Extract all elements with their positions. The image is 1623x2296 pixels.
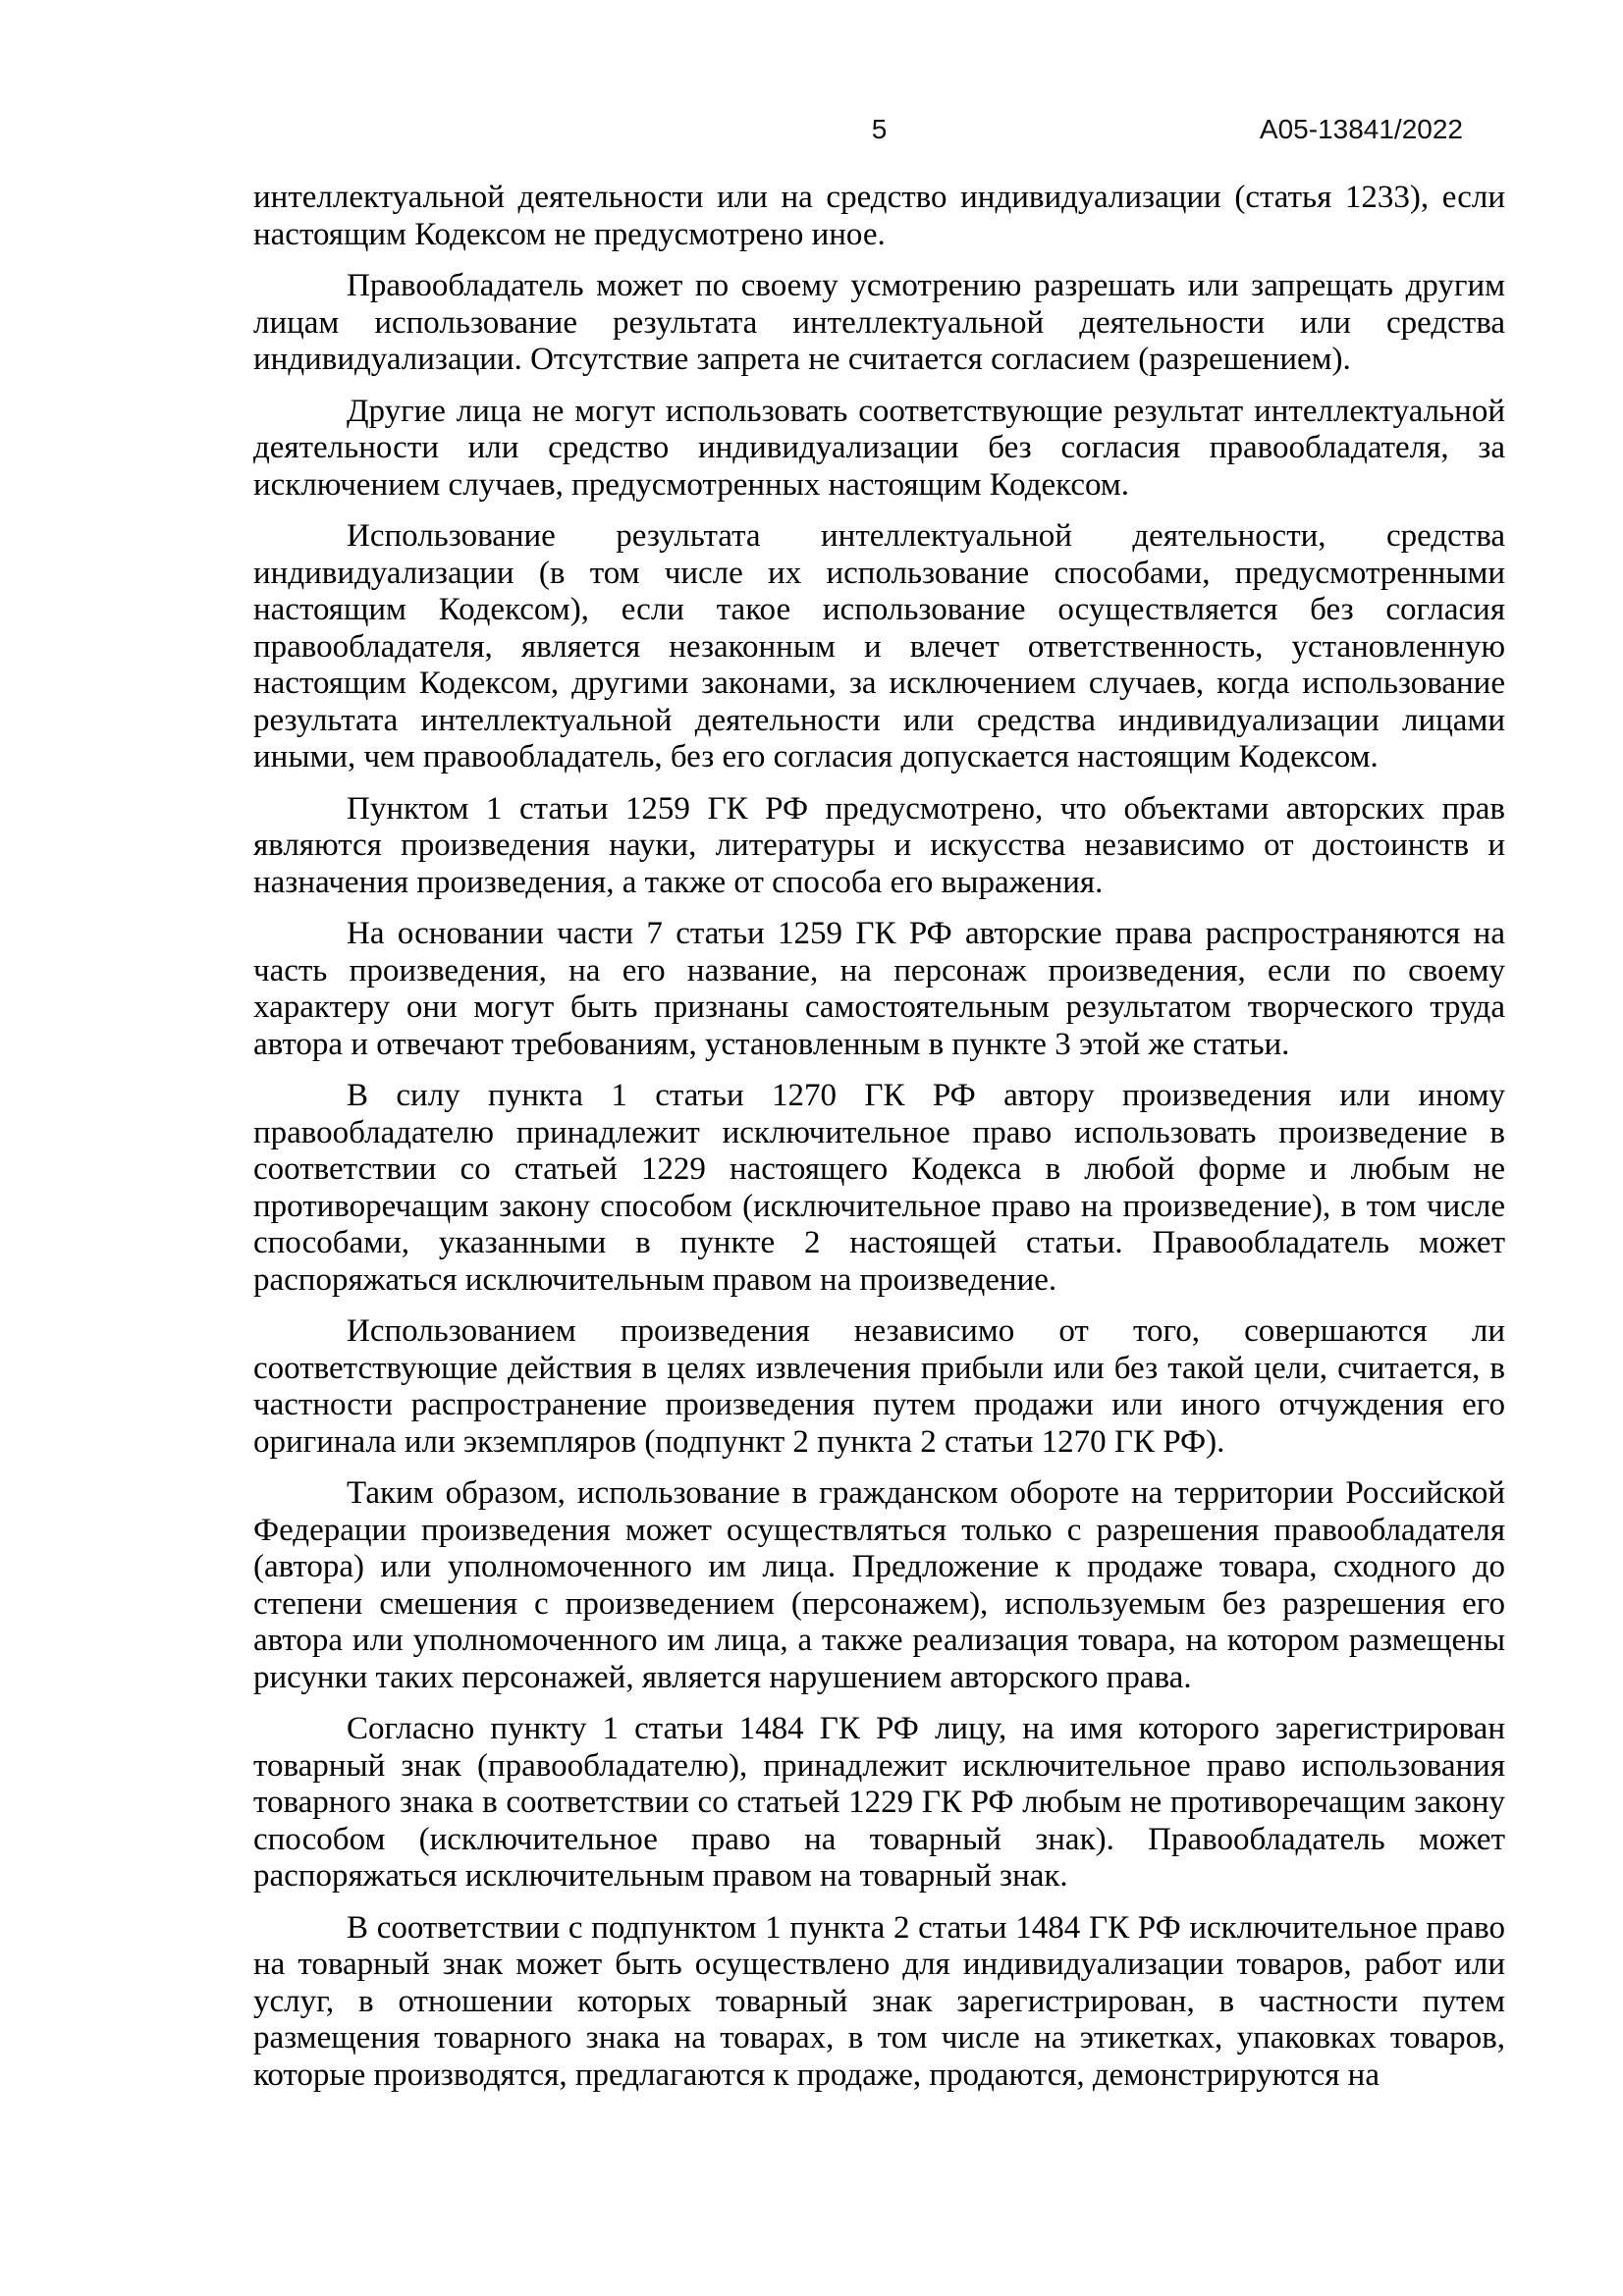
case-number: А05-13841/2022	[1259, 114, 1463, 144]
paragraph-3: Другие лица не могут использовать соответствующие результат интеллектуальной деятельности или средство индивидуализации без согласия правообладателя, за исключением случаев, предусмотренных настоящим Кодексом.	[253, 393, 1505, 503]
paragraph-9: Таким образом, использование в гражданском обороте на территории Российской Федерации произведения может осуществляться только с разрешения правообладателя (автора) или уполномоченного им лица. Предложение к продаже товара, сходного до степени смешения с произведением (персонажем), используемым без разрешения его автора или уполномоченного им лица, а также реализация товара, на котором размещены рисунки таких персонажей, является нарушением авторского права.	[253, 1475, 1505, 1695]
paragraph-11: В соответствии с подпунктом 1 пункта 2 статьи 1484 ГК РФ исключительное право на товарный знак может быть осуществлено для индивидуализации товаров, работ или услуг, в отношении которых товарный знак зарегистрирован, в частности путем размещения товарного знака на товарах, в том числе на этикетках, упаковках товаров, которые производятся, предлагаются к продаже, продаются, демонстрируются на	[253, 1909, 1505, 2093]
paragraph-6: На основании части 7 статьи 1259 ГК РФ авторские права распространяются на часть произведения, на его название, на персонаж произведения, если по своему характеру они могут быть признаны самостоятельным результатом творческого труда автора и отвечают требованиям, установленным в пункте 3 этой же статьи.	[253, 916, 1505, 1062]
paragraph-7: В силу пункта 1 статьи 1270 ГК РФ автору произведения или иному правообладателю принадлежит исключительное право использовать произведение в соответствии со статьей 1229 настоящего Кодекса в любой форме и любым не противоречащим закону способом (исключительное право на произведение), в том числе способами, указанными в пункте 2 настоящей статьи. Правообладатель может распоряжаться исключительным правом на произведение.	[253, 1078, 1505, 1298]
document-body	[253, 180, 1505, 2109]
page-number: 5	[871, 114, 888, 144]
paragraph-2: Правообладатель может по своему усмотрению разрешать или запрещать другим лицам использование результата интеллектуальной деятельности или средства индивидуализации. Отсутствие запрета не считается согласием (разрешением).	[253, 268, 1505, 377]
page-header	[253, 114, 1505, 153]
paragraph-4: Использование результата интеллектуальной деятельности, средства индивидуализации (в том числе их использование способами, предусмотренными настоящим Кодексом), если такое использование осуществляется без согласия правообладателя, является незаконным и влечет ответственность, установленную настоящим Кодексом, другими законами, за исключением случаев, когда использование результата интеллектуальной деятельности или средства индивидуализации лицами иными, чем правообладатель, без его согласия допускается настоящим Кодексом.	[253, 518, 1505, 774]
paragraph-10: Согласно пункту 1 статьи 1484 ГК РФ лицу, на имя которого зарегистрирован товарный знак (правообладателю), принадлежит исключительное право использования товарного знака в соответствии со статьей 1229 ГК РФ любым не противоречащим закону способом (исключительное право на товарный знак). Правообладатель может распоряжаться исключительным правом на товарный знак.	[253, 1711, 1505, 1894]
paragraph-8: Использованием произведения независимо от того, совершаются ли соответствующие действия в целях извлечения прибыли или без такой цели, считается, в частности распространение произведения путем продажи или иного отчуждения его оригинала или экземпляров (подпункт 2 пункта 2 статьи 1270 ГК РФ).	[253, 1313, 1505, 1460]
paragraph-1: интеллектуальной деятельности или на средство индивидуализации (статья 1233), если настоящим Кодексом не предусмотрено иное.	[253, 180, 1505, 252]
paragraph-5: Пунктом 1 статьи 1259 ГК РФ предусмотрено, что объектами авторских прав являются произведения науки, литературы и искусства независимо от достоинств и назначения произведения, а также от способа его выражения.	[253, 790, 1505, 900]
